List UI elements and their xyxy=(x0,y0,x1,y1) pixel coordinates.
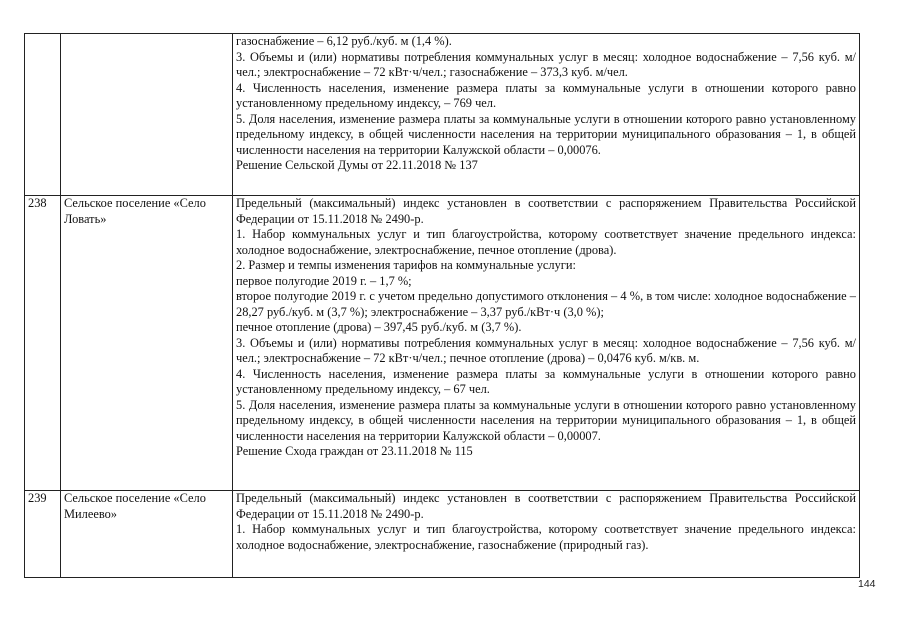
row-description xyxy=(233,34,860,196)
decision-reference: Решение Сельской Думы от 22.11.2018 № 137 xyxy=(236,158,478,172)
tariff-table xyxy=(24,33,860,578)
paragraph: Предельный (максимальный) индекс установлен в соответствии с распоряжением Правительства Российской Федерации от 15.11.2018 № 2490-р. xyxy=(236,196,856,226)
paragraph: печное отопление (дрова) – 397,45 руб./куб. м (3,7 %). xyxy=(236,320,522,334)
decision-reference: Решение Схода граждан от 23.11.2018 № 115 xyxy=(236,444,473,458)
row-description xyxy=(233,491,860,578)
settlement-name: Сельское поселение «Село Ловать» xyxy=(61,196,233,491)
paragraph: 1. Набор коммунальных услуг и тип благоустройства, которому соответствует значение предельного индекса: холодное водоснабжение, электроснабжение, печное отопление (дрова). xyxy=(236,227,856,257)
row-number: 238 xyxy=(25,196,61,491)
row-number: 239 xyxy=(25,491,61,578)
table-row xyxy=(25,491,860,578)
paragraph: 1. Набор коммунальных услуг и тип благоустройства, которому соответствует значение предельного индекса: холодное водоснабжение, электроснабжение, газоснабжение (природный газ). xyxy=(236,522,856,552)
row-description xyxy=(233,196,860,491)
row-number xyxy=(25,34,61,196)
paragraph: 5. Доля населения, изменение размера платы за коммунальные услуги в отношении которого равно установленному предельному индексу, в общей численности населения на территории муниципального образования – 1, в общей численности населения на территории Калужской области – 0,00076. xyxy=(236,111,856,157)
table-row xyxy=(25,34,860,196)
settlement-name xyxy=(61,34,233,196)
paragraph: 4. Численность населения, изменение размера платы за коммунальные услуги в отношении которого равно установленному предельному индексу, – 769 чел. xyxy=(236,80,856,110)
paragraph: второе полугодие 2019 г. с учетом предельно допустимого отклонения – 4 %, в том числе: холодное водоснабжение – 28,27 руб./куб. м (3,7 %); электроснабжение – 3,37 руб./кВт·ч (3,0 %); xyxy=(236,289,856,319)
paragraph: 5. Доля населения, изменение размера платы за коммунальные услуги в отношении которого равно установленному предельному индексу, в общей численности населения на территории муниципального образования – 1, в общей численности населения на территории Калужской области – 0,00007. xyxy=(236,397,856,443)
paragraph: 3. Объемы и (или) нормативы потребления коммунальных услуг в месяц: холодное водоснабжение – 7,56 куб. м/чел.; электроснабжение – 72 кВт·ч/чел.; газоснабжение – 373,3 куб. м/чел. xyxy=(236,49,856,79)
paragraph: газоснабжение – 6,12 руб./куб. м (1,4 %). xyxy=(236,34,452,48)
paragraph: 4. Численность населения, изменение размера платы за коммунальные услуги в отношении которого равно установленному предельному индексу, – 67 чел. xyxy=(236,366,856,396)
page-number: 144 xyxy=(858,578,876,590)
paragraph: Предельный (максимальный) индекс установлен в соответствии с распоряжением Правительства Российской Федерации от 15.11.2018 № 2490-р. xyxy=(236,491,856,521)
paragraph: 2. Размер и темпы изменения тарифов на коммунальные услуги: xyxy=(236,258,576,272)
paragraph: 3. Объемы и (или) нормативы потребления коммунальных услуг в месяц: холодное водоснабжение – 7,56 куб. м/чел.; электроснабжение – 72 кВт·ч/чел.; печное отопление (дрова) – 0,0476 куб. м/кв. м. xyxy=(236,335,856,365)
settlement-name: Сельское поселение «Село Милеево» xyxy=(61,491,233,578)
table-row xyxy=(25,196,860,491)
paragraph: первое полугодие 2019 г. – 1,7 %; xyxy=(236,273,412,288)
